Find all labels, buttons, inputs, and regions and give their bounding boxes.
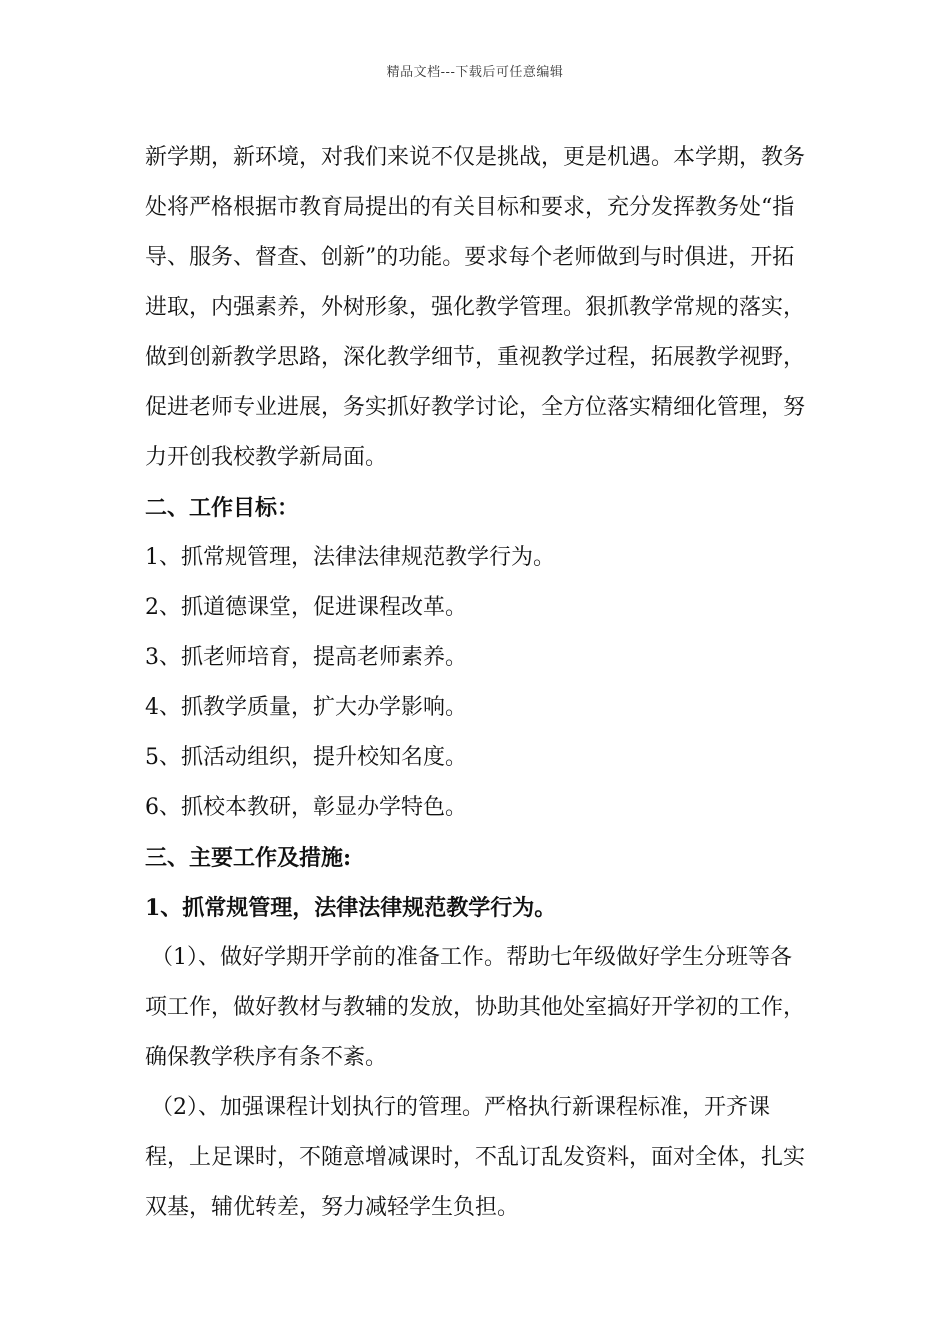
goal-item: 2、抓道德课堂，促进课程改革。 bbox=[145, 595, 467, 620]
goal-item: 4、抓教学质量，扩大办学影响。 bbox=[145, 695, 467, 720]
measures-subheading: 1、抓常规管理，法律法律规范教学行为。 bbox=[145, 895, 557, 921]
goal-item: 5、抓活动组织，提升校知名度。 bbox=[145, 745, 467, 770]
goal-item: 3、抓老师培育，提高老师素养。 bbox=[145, 645, 467, 670]
goals-heading: 二、工作目标： bbox=[145, 495, 300, 521]
goal-item: 6、抓校本教研，彰显办学特色。 bbox=[145, 795, 467, 820]
measures-heading: 三、主要工作及措施: bbox=[145, 845, 352, 871]
document-body bbox=[145, 133, 813, 1233]
measure-paragraph: （1）、做好学期开学前的准备工作。帮助七年级做好学生分班等各项工作，做好教材与教辅的发放，协助其他处室搞好开学初的工作，确保教学秩序有条不紊。 bbox=[145, 945, 806, 1070]
measure-paragraph: （2）、加强课程计划执行的管理。严格执行新课程标准，开齐课程，上足课时，不随意增减课时，不乱订乱发资料，面对全体，扎实双基，辅优转差，努力减轻学生负担。 bbox=[145, 1095, 806, 1220]
intro-paragraph: 新学期，新环境，对我们来说不仅是挑战，更是机遇。本学期，教务处将严格根据市教育局提出的有关目标和要求，充分发挥教务处“指导、服务、督查、创新”的功能。要求每个老师做到与时俱进，开拓进取，内强素养，外树形象，强化教学管理。狠抓教学常规的落实，做到创新教学思路，深化教学细节，重视教学过程，拓展教学视野，促进老师专业进展，务实抓好教学讨论，全方位落实精细化管理，努力开创我校教学新局面。 bbox=[145, 145, 806, 470]
goal-item: 1、抓常规管理，法律法律规范教学行为。 bbox=[145, 545, 555, 570]
page-header: 精品文档---下载后可任意编辑 bbox=[386, 65, 564, 80]
